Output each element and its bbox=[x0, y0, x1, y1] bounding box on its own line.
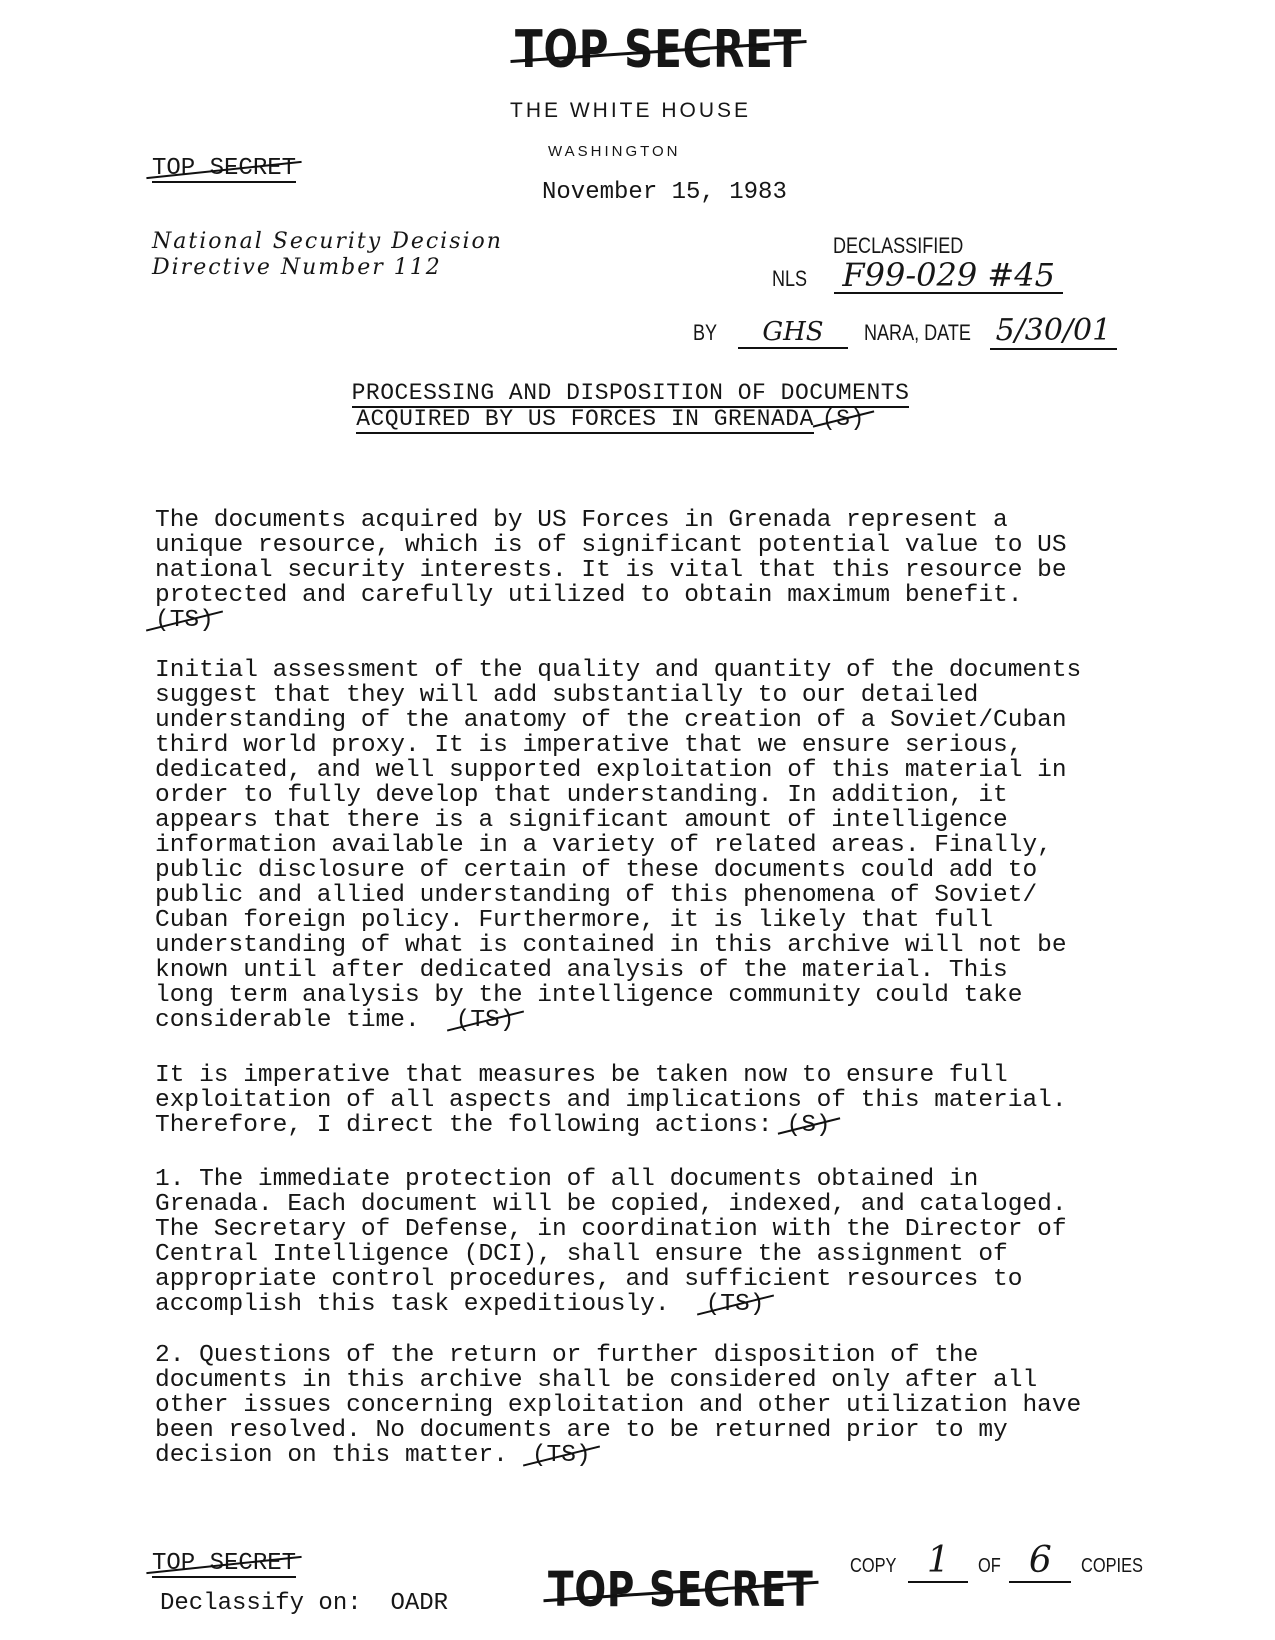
by-value: GHS bbox=[738, 317, 848, 349]
title-line-1: PROCESSING AND DISPOSITION OF DOCUMENTS bbox=[351, 380, 910, 406]
paragraph-item-2: 2. Questions of the return or further disposition of the documents in this archive shall be considered only after all other issues concerning exploitation and other utilization have been resolved. No documents are to be returned prior to my decision on this matter. (TS) bbox=[155, 1342, 1082, 1469]
declassify-value: OADR bbox=[390, 1590, 449, 1617]
paragraph-2-mark: (TS) bbox=[455, 1007, 515, 1034]
classification-bottom: TOP SECRET bbox=[548, 1562, 814, 1618]
item-2-mark: (TS) bbox=[531, 1442, 591, 1469]
paragraph-item-1: 1. The immediate protection of all documents obtained in Grenada. Each document will be copied, indexed, and cataloged. The Secretary of Defense, in coordination with the Director of Central Intelligence (DCI), shall ensure the assignment of appropriate control procedures, and sufficient resources to accomplish this task expeditiously. (TS) bbox=[155, 1166, 1067, 1318]
copy-count bbox=[850, 1540, 1156, 1583]
document-title bbox=[333, 380, 928, 432]
directive-line-2: Directive Number 112 bbox=[152, 255, 442, 280]
corner-classification-top: TOP SECRET bbox=[152, 155, 297, 182]
by-label: BY bbox=[693, 320, 718, 345]
nls-value: F99-029 #45 bbox=[834, 258, 1063, 294]
title-line-2: ACQUIRED BY US FORCES IN GRENADA bbox=[356, 406, 814, 432]
top-secret-footer bbox=[548, 1562, 814, 1618]
directive-line-1: National Security Decision bbox=[152, 229, 503, 254]
title-classification-mark: (S) bbox=[821, 406, 865, 432]
corner-classification-bottom: TOP SECRET bbox=[152, 1550, 297, 1577]
white-house-title: THE WHITE HOUSE bbox=[510, 99, 752, 122]
memo-date: November 15, 1983 bbox=[542, 179, 787, 206]
copy-total: 6 bbox=[1009, 1540, 1071, 1583]
by-nara-line bbox=[693, 313, 1117, 350]
city-label: WASHINGTON bbox=[548, 143, 681, 160]
paragraph-1: The documents acquired by US Forces in Grenada represent a unique resource, which is of significant potential value to US national security interests. It is vital that this resource be protected and carefully utilized to obtain maximum benefit. (TS) bbox=[155, 507, 1067, 634]
copy-number: 1 bbox=[908, 1540, 968, 1583]
top-secret-header bbox=[515, 20, 802, 80]
nara-date-value: 5/30/01 bbox=[990, 313, 1118, 350]
directive-block bbox=[152, 229, 503, 281]
nls-label: NLS bbox=[772, 266, 808, 291]
paragraph-1-mark: (TS) bbox=[155, 607, 214, 634]
nls-line bbox=[772, 258, 1063, 294]
declassify-line bbox=[160, 1591, 448, 1616]
paragraph-3: It is imperative that measures be taken now to ensure full exploitation of all aspects and implications of this material. Therefore, I direct the following actions: (S) bbox=[155, 1062, 1067, 1139]
declassify-label: Declassify on: bbox=[160, 1590, 362, 1617]
item-1-mark: (TS) bbox=[705, 1291, 765, 1318]
nara-date-label: NARA, DATE bbox=[863, 320, 971, 345]
paragraph-3-mark: (S) bbox=[786, 1112, 831, 1139]
paragraph-2: Initial assessment of the quality and quantity of the documents suggest that they will add substantially to our detailed understanding of the anatomy of the creation of a Soviet/Cuban third world proxy. It is imperative that we ensure serious, dedicated, and well supported exploitation of this material in order to fully develop that understanding. In addition, it appears that there is a significant amount of intelligence information available in a variety of related areas. Finally, public disclosure of certain of these documents could add to public and allied understanding of this phenomena of Soviet/ Cuban foreign policy. Furthermore, it is likely that full understanding of what is contained in this archive will not be known until after dedicated analysis of the material. This long term analysis by the intelligence community could take considerable time. (TS) bbox=[155, 657, 1082, 1034]
of-label: OF bbox=[977, 1555, 1001, 1577]
declassified-label: DECLASSIFIED bbox=[833, 233, 964, 258]
copies-label: COPIES bbox=[1080, 1555, 1143, 1577]
classification-top: TOP SECRET bbox=[515, 20, 803, 80]
copy-label: COPY bbox=[850, 1555, 897, 1577]
